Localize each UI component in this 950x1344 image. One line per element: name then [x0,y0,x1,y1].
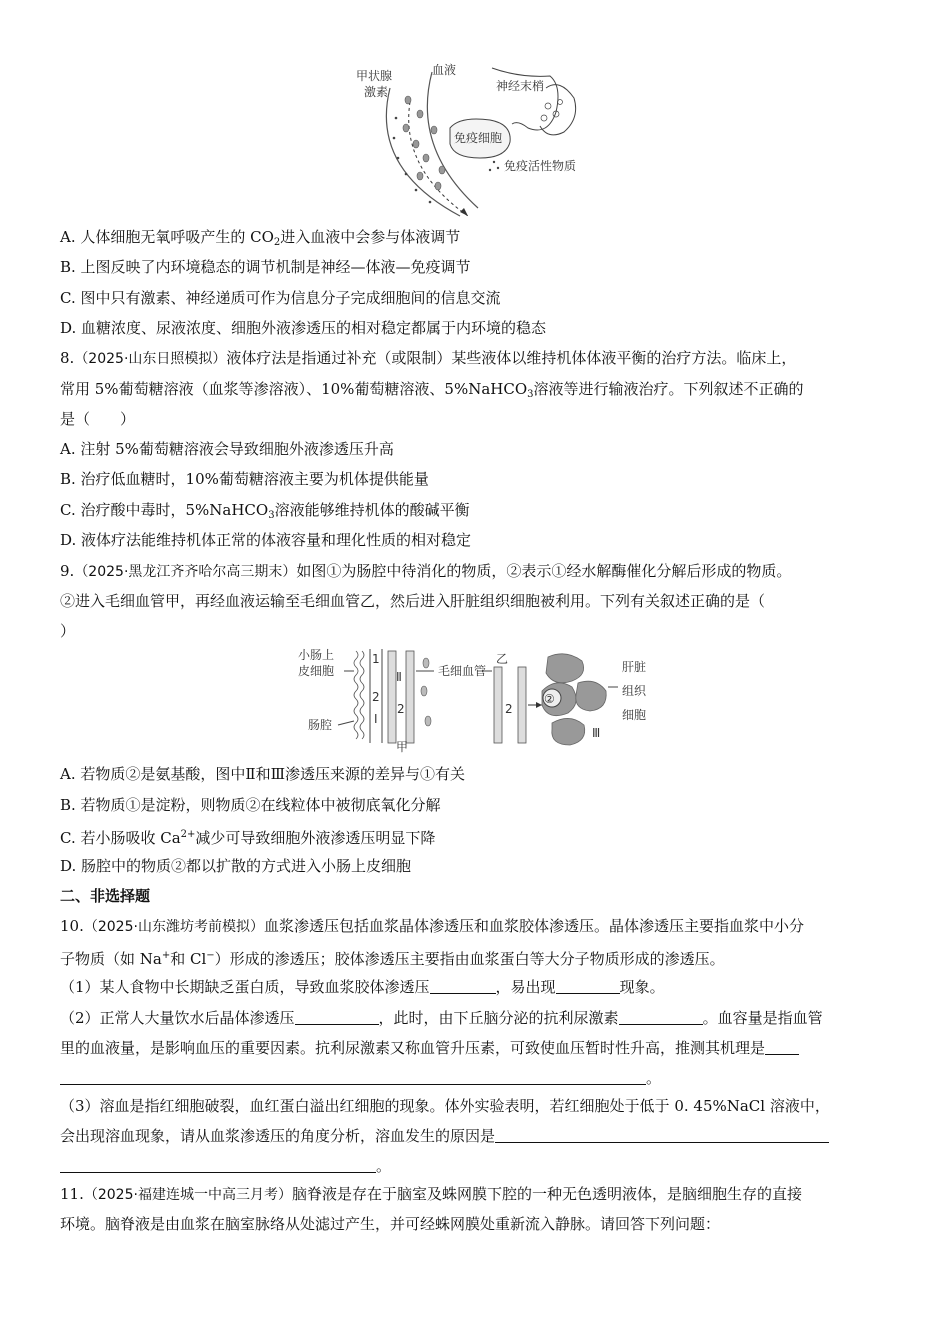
q10-part2-line3: 。 [60,1068,661,1088]
fig-num2-yi: 2 [505,702,513,716]
q9-number: 9. [60,562,75,580]
capillary-jia [388,651,414,743]
immune-substance-label: 免疫活性物质 [504,159,577,173]
liver-label-1: 肝脏 [622,660,647,674]
roman-3-label: Ⅲ [592,726,601,740]
q10-part1: （1）某人食物中长期缺乏蛋白质，导致血浆胶体渗透压 ，易出现 现象。 [60,978,665,996]
q7-option-b: B. 上图反映了内环境稳态的调节机制是神经—体液—免疫调节 [60,258,471,276]
circle-2-label: ② [544,692,555,706]
q8-option-d: D. 液体疗法能维持机体正常的体液容量和理化性质的相对稳定 [60,531,472,549]
q11-source: （2025·福建连城一中高三月考） [83,1187,292,1203]
blood-flow-arrow [409,102,468,216]
yi-label: 乙 [496,652,509,666]
q8-stem-line1: 8.（2025·山东日照模拟）液体疗法是指通过补充（或限制）某些液体以维持机体体液平衡的治疗方法。临床上， [60,349,797,367]
regulation-diagram [350,58,610,220]
q10-source: （2025·山东潍坊考前模拟） [83,919,264,935]
hormone-label-1: 甲状腺 [356,69,393,83]
lumen-label: 肠腔 [308,718,333,732]
q9-option-a: A. 若物质②是氨基酸，图中Ⅱ和Ⅲ渗透压来源的差异与①有关 [60,765,466,783]
q9-option-b: B. 若物质①是淀粉，则物质②在线粒体中被彻底氧化分解 [60,796,441,814]
q10-part2-line1: （2）正常人大量饮水后晶体渗透压 ，此时，由下丘脑分泌的抗利尿激素 。血容量是指血管 [60,1009,823,1027]
small-intestine-label-2: 皮细胞 [298,664,335,678]
q10-p3-blank2[interactable] [60,1158,376,1173]
immune-cell-label: 免疫细胞 [454,131,503,145]
q9-stem-line2: ②进入毛细血管甲，再经血液运输至毛细血管乙，然后进入肝脏组织细胞被利用。下列有关叙述正确的是（ [60,592,766,610]
q7-option-c: C. 图中只有激素、神经递质可作为信息分子完成细胞间的信息交流 [60,289,501,307]
nerve-ending-shape [492,68,558,130]
q10-part3-line2: 会出现溶血现象，请从血浆渗透压的角度分析，溶血发生的原因是 [60,1126,829,1146]
section-title: 二、非选择题 [60,887,151,905]
q10-p3-blank1[interactable] [495,1128,829,1143]
roman-1-label: Ⅰ [374,712,378,726]
intestine-liver-diagram [296,643,666,755]
q11-stem-line1: 11.（2025·福建连城一中高三月考）脑脊液是存在于脑室及蛛网膜下腔的一种无色透明液体，是脑细胞生存的直接 [60,1185,802,1203]
hormone-label-2: 激素 [364,85,389,99]
jia-label: 甲 [396,740,409,754]
q8-number: 8. [60,349,75,367]
blood-cells-jia [421,658,431,726]
q10-p2-blank2[interactable] [619,1010,703,1025]
q10-p2-blank4[interactable] [60,1070,646,1085]
q10-number: 10. [60,917,84,935]
vesicles [541,100,563,122]
q8-option-c: C. 治疗酸中毒时，5%NaHCO$_3$溶液能够维持机体的酸碱平衡 [60,501,470,521]
q7-option-a: A. 人体细胞无氧呼吸产生的 $CO_2$进入血液中会参与体液调节 [60,228,461,248]
immune-substance-dots [489,161,499,171]
fig-num1-top: 1 [372,652,380,666]
q9-stem-line3: ） [60,622,76,640]
q8-source: （2025·山东日照模拟） [74,351,227,367]
q10-part3-line1: （3）溶血是指红细胞破裂，血红蛋白溢出红细胞的现象。体外实验表明，若红细胞处于低于 0. 45%NaCl 溶液中， [60,1097,830,1115]
capillary-label: 毛细血管 [438,664,487,678]
vessel-outer-wall [386,88,460,216]
fig-num2-jia: 2 [397,702,405,716]
villi [354,651,364,739]
q8-stem-line2: 常用 5%葡萄糖溶液（血浆等渗溶液）、10%葡萄糖溶液、5%NaHCO$_3$溶液等进行输液治疗。下列叙述不正确的 [60,380,804,400]
q10-part2-line2: 里的血液量，是影响血压的重要因素。抗利尿激素又称血管升压素，可致使血压暂时性升高，推测其机理是 [60,1038,799,1058]
q8-stem-line3: 是（ ） [60,410,136,428]
q8-option-a: A. 注射 5%葡萄糖溶液会导致细胞外液渗透压升高 [60,440,394,458]
q9-option-d: D. 肠腔中的物质②都以扩散的方式进入小肠上皮细胞 [60,857,412,875]
roman-2-label: Ⅱ [396,670,402,684]
q11-stem-line2: 环境。脑脊液是由血浆在脑室脉络从处滤过产生，并可经蛛网膜处重新流入静脉。请回答下列问题： [60,1215,721,1233]
q10-p2-blank3[interactable] [765,1040,799,1055]
blood-label: 血液 [432,63,457,77]
q10-p1-blank1[interactable] [430,979,496,994]
q9-option-c: C. 若小肠吸收 $Ca^{2+}$减少可导致细胞外液渗透压明显下降 [60,829,436,847]
fig-num2-left: 2 [372,690,380,704]
liver-label-3: 细胞 [622,708,647,722]
q9-stem-line1: 9.（2025·黑龙江齐齐哈尔高三期末）如图①为肠腔中待消化的物质，②表示①经水解酶催化分解后形成的物质。 [60,562,792,580]
q10-part3-line3: 。 [60,1156,391,1176]
small-intestine-label-1: 小肠上 [298,648,335,662]
q10-stem-line1: 10.（2025·山东潍坊考前模拟）血浆渗透压包括血浆晶体渗透压和血浆胶体渗透压。晶体渗透压主要指血浆中小分 [60,917,804,935]
q10-p2-blank1[interactable] [295,1010,379,1025]
q10-stem-line2: 子物质（如 Na+和 Cl−）形成的渗透压；胶体渗透压主要指由血浆蛋白等大分子物质形成的渗透压。 [60,950,725,968]
q8-option-b: B. 治疗低血糖时，10%葡萄糖溶液主要为机体提供能量 [60,470,429,488]
q11-number: 11. [60,1185,84,1203]
q7-option-d: D. 血糖浓度、尿液浓度、细胞外液渗透压的相对稳定都属于内环境的稳态 [60,319,547,337]
q10-p1-blank2[interactable] [556,979,620,994]
liver-label-2: 组织 [622,684,647,698]
q9-source: （2025·黑龙江齐齐哈尔高三期末） [74,564,297,580]
nerve-label: 神经末梢 [496,79,545,93]
